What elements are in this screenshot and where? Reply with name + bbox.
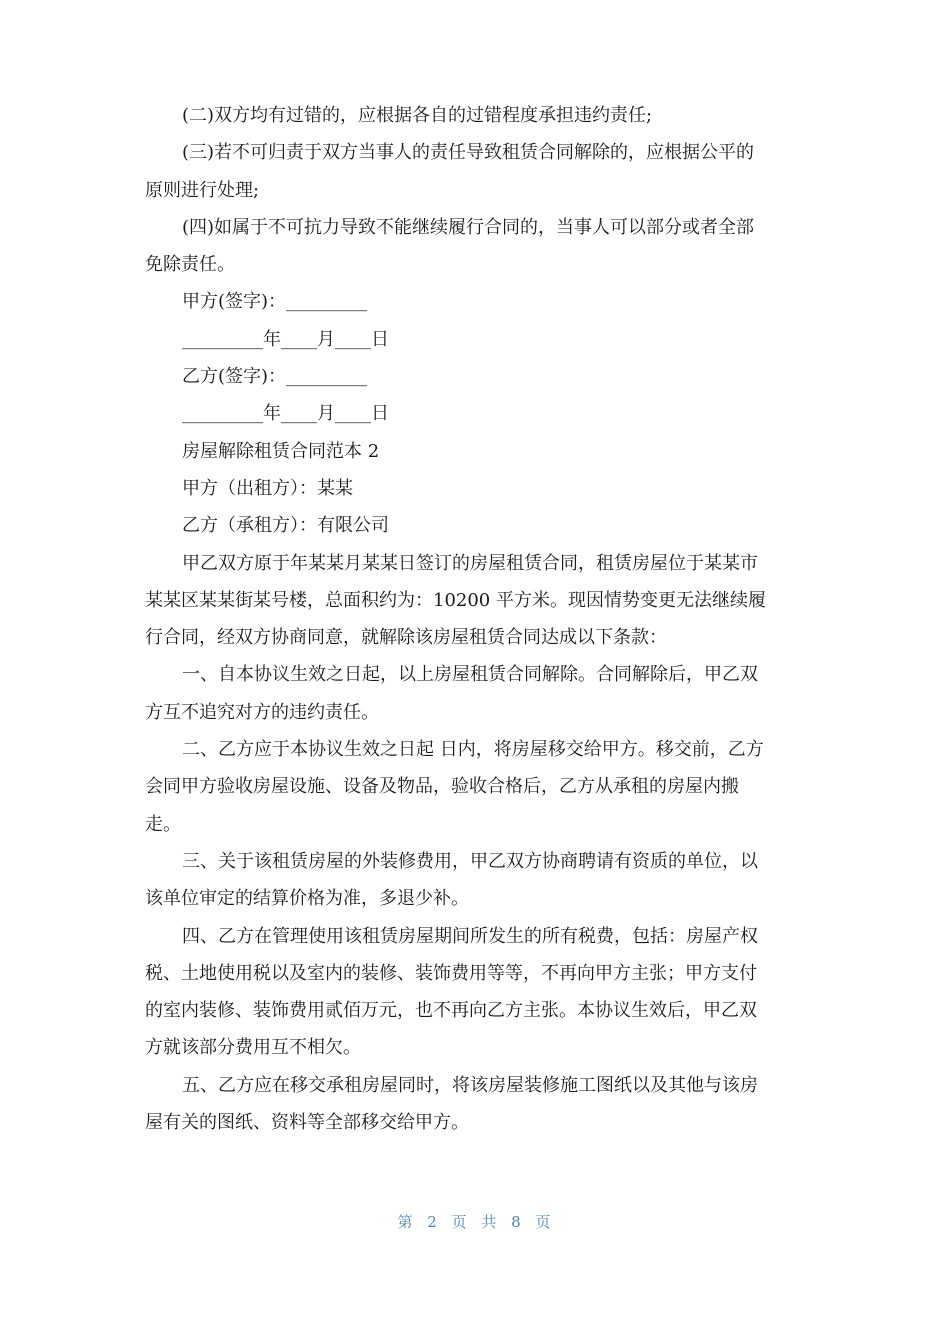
text-line: 乙方(签字)：_________ (182, 366, 368, 388)
party-b-signature (145, 358, 805, 395)
text-line: 甲方（出租方）：某某 (182, 477, 353, 499)
paragraph-clause-4 (145, 209, 805, 284)
text-line: 甲乙双方原于年某某月某某日签订的房屋租赁合同，租赁房屋位于某某市 (182, 552, 758, 574)
text-line: 甲方(签字)：_________ (182, 291, 368, 313)
document-body (145, 97, 805, 1141)
text-line: 一、自本协议生效之日起，以上房屋租赁合同解除。合同解除后，甲乙双 (182, 664, 758, 686)
party-a-signature (145, 283, 805, 320)
text-line: 三、关于该租赁房屋的外装修费用，甲乙双方协商聘请有资质的单位，以 (182, 850, 758, 872)
text-line: (四)如属于不可抗力导致不能继续履行合同的，当事人可以部分或者全部 (182, 216, 755, 238)
text-line: 方互不追究对方的违约责任。 (145, 701, 379, 723)
party-b-date (145, 395, 805, 432)
text-line: 五、乙方应在移交承租房屋同时，将该房屋装修施工图纸以及其他与该房 (182, 1074, 758, 1096)
text-line: _________年____月____日 (182, 328, 389, 350)
text-line: 屋有关的图纸、资料等全部移交给甲方。 (145, 1112, 469, 1134)
paragraph-preamble (145, 545, 805, 657)
text-line: (二)双方均有过错的，应根据各自的过错程度承担违约责任; (182, 105, 653, 126)
text-line: 方就该部分费用互不相欠。 (145, 1037, 361, 1059)
text-line: 行合同，经双方协商同意，就解除该房屋租赁合同达成以下条款： (145, 627, 667, 649)
section-title (145, 433, 805, 470)
paragraph-term-2 (145, 731, 805, 843)
text-line: 免除责任。 (145, 254, 235, 276)
paragraph-term-5 (145, 1067, 805, 1142)
text-line: _________年____月____日 (182, 403, 389, 425)
text-line: 会同甲方验收房屋设施、设备及物品，验收合格后，乙方从承租的房屋内搬 (145, 776, 739, 798)
text-line: 该单位审定的结算价格为准，多退少补。 (145, 888, 469, 910)
party-b-lessee (145, 507, 805, 544)
text-line: 乙方（承租方）：有限公司 (182, 515, 389, 537)
text-line: 税、土地使用税以及室内的装修、装饰费用等等，不再向甲方主张；甲方支付 (145, 962, 757, 984)
paragraph-clause-2 (145, 97, 805, 134)
text-line: 的室内装修、装饰费用贰佰万元，也不再向乙方主张。本协议生效后，甲乙双 (145, 1000, 757, 1022)
text-line: 四、乙方在管理使用该租赁房屋期间所发生的所有税费，包括：房屋产权 (182, 925, 758, 947)
text-line: (三)若不可归责于双方当事人的责任导致租赁合同解除的，应根据公平的 (182, 142, 755, 164)
text-line: 某某区某某街某号楼，总面积约为：10200 平方米。现因情势变更无法继续履 (145, 589, 766, 611)
paragraph-term-3 (145, 843, 805, 918)
paragraph-term-4 (145, 918, 805, 1067)
party-a-date (145, 321, 805, 358)
text-line: 房屋解除租赁合同范本 2 (182, 440, 380, 462)
text-line: 二、乙方应于本协议生效之日起 日内，将房屋移交给甲方。移交前，乙方 (182, 739, 764, 761)
party-a-lessor (145, 470, 805, 507)
text-line: 原则进行处理; (145, 179, 260, 201)
paragraph-clause-3 (145, 134, 805, 209)
paragraph-term-1 (145, 656, 805, 731)
page-number-footer: 第 2 页 共 8 页 (397, 1213, 553, 1231)
text-line: 走。 (145, 813, 181, 835)
